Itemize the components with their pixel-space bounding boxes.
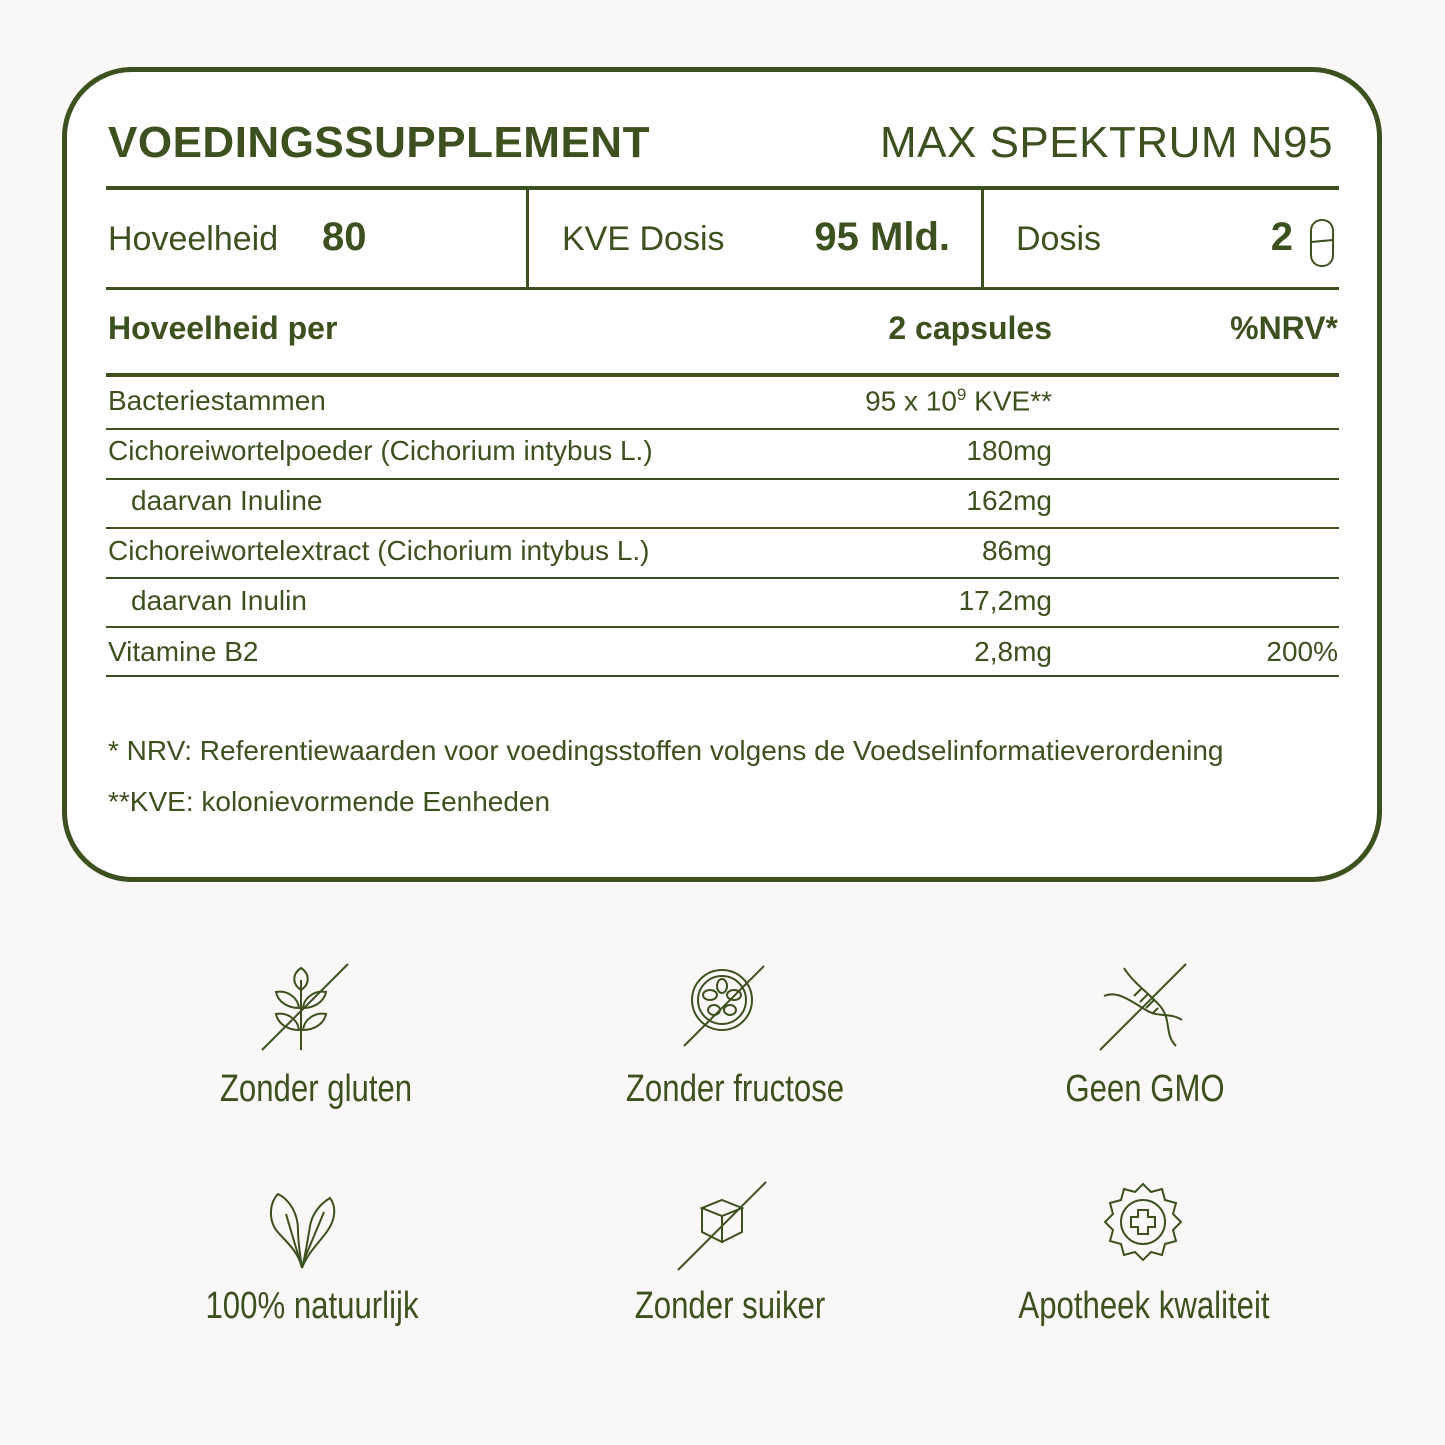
divider: [106, 428, 1339, 430]
cfu-dose-value: 95 Mld.: [814, 215, 950, 259]
product-title: MAX SPEKTRUM N95: [880, 118, 1333, 167]
amount-value: 80: [322, 215, 367, 259]
row-amount: 17,2mg: [958, 585, 1052, 616]
dna-crossed-icon: [1098, 962, 1188, 1052]
divider: [106, 527, 1339, 529]
row-name: Cichoreiwortelpoeder (Cichorium intybus L.): [108, 435, 653, 466]
footnote-nrv: * NRV: Referentiewaarden voor voedingsstoffen volgens de Voedselinformatieverordening: [108, 735, 1224, 766]
fruit-slice-crossed-icon: [680, 962, 768, 1050]
cfu-dose-label: KVE Dosis: [562, 220, 725, 258]
row-amount: 2,8mg: [974, 636, 1052, 667]
feature-label: Apotheek kwaliteit: [1018, 1285, 1270, 1327]
divider: [981, 188, 984, 288]
row-name: Bacteriestammen: [108, 385, 326, 416]
row-amount: 95 x $10^9$ KVE**: [865, 385, 1052, 417]
table-header-amount: 2 capsules: [888, 310, 1052, 346]
wheat-crossed-icon: [258, 960, 352, 1054]
divider: [106, 186, 1339, 190]
table-header-ingredient: Hoveelheid per: [108, 310, 338, 346]
feature-label: Zonder gluten: [219, 1068, 413, 1110]
divider: [106, 287, 1339, 290]
row-amount: 162mg: [966, 485, 1052, 516]
feature-label: 100% natuurlijk: [205, 1285, 419, 1327]
pharmacy-badge-icon: [1098, 1180, 1188, 1270]
feature-label: Zonder suiker: [634, 1285, 826, 1327]
capsule-icon: [1307, 218, 1337, 268]
row-name: Cichoreiwortelextract (Cichorium intybus L.): [108, 535, 650, 566]
feature-label: Geen GMO: [1065, 1068, 1225, 1110]
divider: [106, 626, 1339, 628]
divider: [106, 675, 1339, 677]
feature-label: Zonder fructose: [625, 1068, 845, 1110]
divider: [106, 577, 1339, 579]
table-header-nrv: %NRV*: [1230, 310, 1338, 346]
row-amount: 86mg: [981, 535, 1052, 566]
divider: [526, 188, 529, 288]
amount-label: Hoveelheid: [108, 220, 279, 258]
divider: [106, 478, 1339, 480]
dose-value: 2: [1270, 215, 1293, 259]
row-name: Vitamine B2: [108, 636, 259, 667]
row-amount: 180mg: [966, 435, 1052, 466]
footnote-kve: **KVE: kolonievormende Eenheden: [108, 786, 551, 817]
row-name: daarvan Inulin: [131, 585, 307, 616]
leaves-icon: [264, 1190, 344, 1272]
category-title: VOEDINGSSUPPLEMENT: [108, 118, 650, 167]
divider: [106, 373, 1339, 377]
row-nrv: 200%: [1266, 636, 1338, 667]
sugar-cube-crossed-icon: [676, 1180, 768, 1272]
row-name: daarvan Inuline: [131, 485, 323, 516]
dose-label: Dosis: [1016, 220, 1102, 258]
